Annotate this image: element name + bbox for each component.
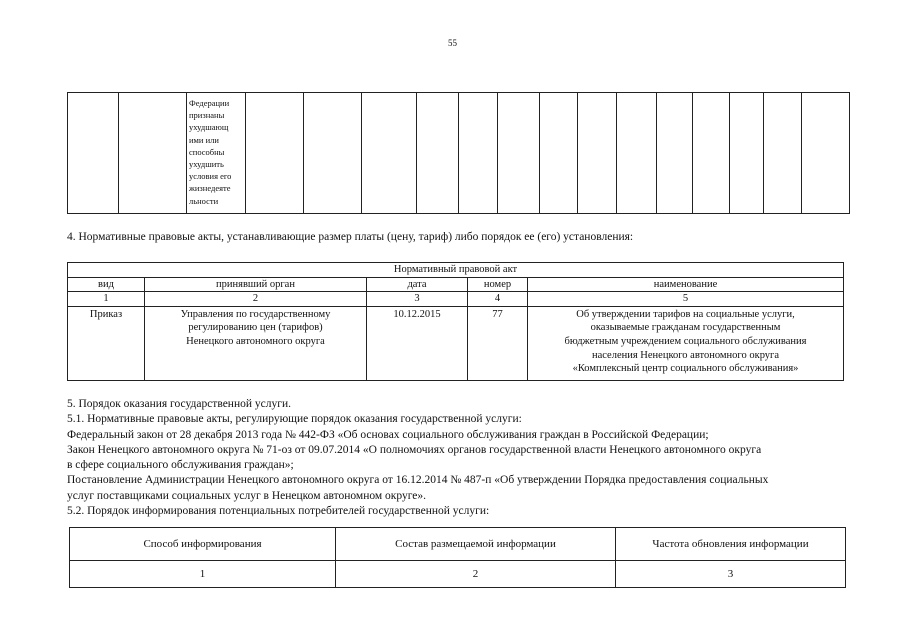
informing-table <box>69 527 846 588</box>
act-number: 77 <box>468 306 528 380</box>
column-header: наименование <box>528 277 844 292</box>
table-cell <box>657 93 693 214</box>
table-cell <box>362 93 417 214</box>
section-5-1-heading: 5.1. Нормативные правовые акты, регулирующие порядок оказания государственной услуги: <box>67 413 522 426</box>
column-header: Способ информирования <box>70 528 336 561</box>
table-cell <box>119 93 187 214</box>
column-header: Частота обновления информации <box>616 528 846 561</box>
section-5-text <box>67 397 857 519</box>
table-cell <box>68 93 119 214</box>
table-cell <box>764 93 802 214</box>
column-header: принявший орган <box>145 277 367 292</box>
continued-table <box>67 92 850 214</box>
column-header: вид <box>68 277 145 292</box>
column-number: 3 <box>616 561 846 588</box>
regional-law: Закон Ненецкого автономного округа № 71-оз от 09.07.2014 «О полномочиях органов государственной власти Ненецкого автономного округа <box>67 443 762 456</box>
column-number: 4 <box>468 292 528 307</box>
act-name: Об утверждении тарифов на социальные услуги, оказываемые гражданам государственным бюджетным учреждением социального обслуживания населения Ненецкого автономного округа «Комплексный центр социального обслуживания» <box>528 306 844 380</box>
table-cell <box>304 93 362 214</box>
table-cell <box>540 93 578 214</box>
act-type: Приказ <box>68 306 145 380</box>
table-cell <box>459 93 498 214</box>
act-organ: Управления по государственному регулированию цен (тарифов) Ненецкого автономного округа <box>145 306 367 380</box>
section-5-2-heading: 5.2. Порядок информирования потенциальных потребителей государственной услуги: <box>67 505 490 518</box>
table-cell <box>578 93 617 214</box>
column-header: дата <box>367 277 468 292</box>
federal-law: Федеральный закон от 28 декабря 2013 года № 442-ФЗ «Об основах социального обслуживания граждан в Российской Федерации; <box>67 428 709 441</box>
column-header: номер <box>468 277 528 292</box>
section-5-heading: 5. Порядок оказания государственной услуги. <box>67 398 291 410</box>
column-number: 3 <box>367 292 468 307</box>
column-number: 1 <box>70 561 336 588</box>
page-number: 55 <box>448 38 457 48</box>
group-header: Нормативный правовой акт <box>68 263 844 278</box>
column-number: 1 <box>68 292 145 307</box>
table-cell <box>693 93 730 214</box>
table-cell-text: Федерации признаны ухудшающ ими или способны ухудшить условия его жизнедеяте льности <box>187 93 246 214</box>
table-cell <box>617 93 657 214</box>
legal-acts-table <box>67 262 844 381</box>
table-cell <box>246 93 304 214</box>
resolution-cont: услуг поставщиками социальных услуг в Ненецком автономном округе». <box>67 489 427 502</box>
table-cell <box>802 93 850 214</box>
column-header: Состав размещаемой информации <box>336 528 616 561</box>
table-cell <box>498 93 540 214</box>
table-cell <box>417 93 459 214</box>
act-date: 10.12.2015 <box>367 306 468 380</box>
column-number: 2 <box>336 561 616 588</box>
column-number: 5 <box>528 292 844 307</box>
section-4-heading: 4. Нормативные правовые акты, устанавливающие размер платы (цену, тариф) либо порядок ее (его) установления: <box>67 231 634 243</box>
column-number: 2 <box>145 292 367 307</box>
table-cell <box>730 93 764 214</box>
resolution: Постановление Администрации Ненецкого автономного округа от 16.12.2014 № 487-п «Об утверждении Порядка предоставления социальных <box>67 474 769 487</box>
regional-law-cont: в сфере социального обслуживания граждан»; <box>67 459 294 472</box>
